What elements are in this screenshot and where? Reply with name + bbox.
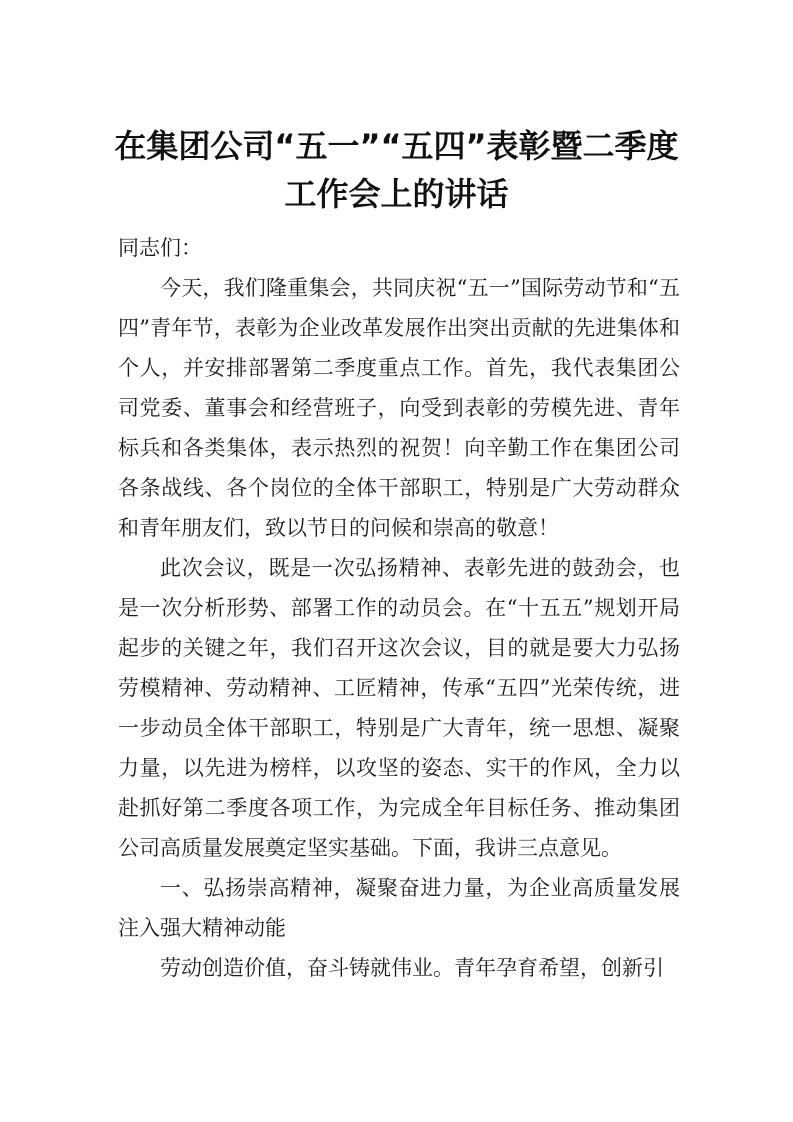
paragraph-opening: 今天，我们隆重集会，共同庆祝“五一”国际劳动节和“五四”青年节，表彰为企业改革发展作出突出贡献的先进集体和个人，并安排部署第二季度重点工作。首先，我代表集团公司党委、董事会和经营班子，向受到表彰的劳模先进、青年标兵和各类集体，表示热烈的祝贺！向辛勤工作在集团公司各条战线、各个岗位的全体干部职工，特别是广大劳动群众和青年朋友们，致以节日的问候和崇高的敬意！ (118, 276, 680, 540)
salutation: 同志们： (118, 236, 202, 260)
document-title-line-1: 在集团公司“五一”“五四”表彰暨二季度 (114, 127, 679, 165)
document-title-line-2: 工作会上的讲话 (284, 175, 509, 213)
paragraph-section-1-start: 劳动创造价值，奋斗铸就伟业。青年孕育希望，创新引 (160, 956, 664, 980)
paragraph-meeting-purpose: 此次会议，既是一次弘扬精神、表彰先进的鼓劲会，也是一次分析形势、部署工作的动员会。在“十五五”规划开局起步的关键之年，我们召开这次会议，目的就是要大力弘扬劳模精神、劳动精神、工匠精神，传承“五四”光荣传统，进一步动员全体干部职工，特别是广大青年，统一思想、凝聚力量，以先进为榜样，以攻坚的姿态、实干的作风，全力以赴抓好第二季度各项工作，为完成全年目标任务、推动集团公司高质量发展奠定坚实基础。下面，我讲三点意见。 (118, 556, 680, 860)
section-heading-1: 一、弘扬崇高精神，凝聚奋进力量，为企业高质量发展注入强大精神动能 (118, 876, 680, 940)
document-body (118, 228, 680, 988)
